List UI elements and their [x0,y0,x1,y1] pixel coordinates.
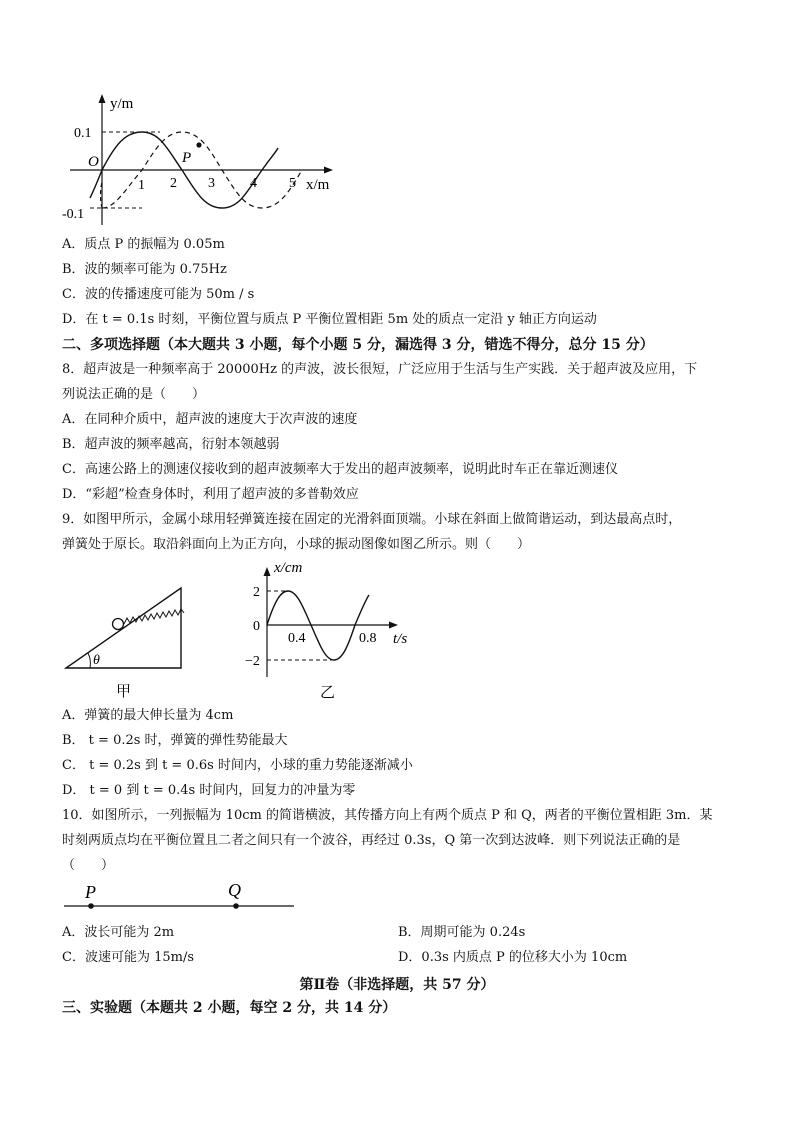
q8-option-a: A．在同种介质中，超声波的速度大于次声波的速度 [62,412,358,427]
q9-option-a: A．弹簧的最大伸长量为 4cm [62,708,234,723]
section3-heading: 三、实验题（本题共 2 小题，每空 2 分，共 14 分） [62,1000,397,1016]
graph-y-bottom-tick: −2 [245,654,260,669]
point-q-label: Q [228,880,241,900]
x-tick-5: 5 [289,176,296,191]
q9-stem-line1: 9．如图甲所示，金属小球用轻弹簧连接在固定的光滑斜面顶端。小球在斜面上做简谐运动，到达最高点时， [62,512,682,527]
q7-option-d: D．在 t = 0.1s 时刻，平衡位置与质点 P 平衡位置相距 5m 处的质点一定沿 y 轴正方向运动 [62,312,597,327]
graph-x-tick-2: 0.8 [359,631,377,646]
x-tick-3: 3 [208,176,215,191]
q9-option-d: D． t = 0 到 t = 0.4s 时间内，回复力的冲量为零 [62,783,356,798]
q10-option-a: A．波长可能为 2m [62,925,175,940]
q7-option-a: A．质点 P 的振幅为 0.05m [62,237,225,252]
incline-spring-figure [60,580,190,700]
q10-stem-line2: 时刻两质点均在平衡位置且二者之间只有一个波谷，再经过 0.3s，Q 第一次到达波峰．则下列说法正确的是 [62,833,681,848]
graph-y-axis-arrow [264,567,271,576]
point-p-label: P [182,150,192,166]
q9-option-c: C． t = 0.2s 到 t = 0.6s 时间内，小球的重力势能逐渐减小 [62,758,413,773]
q10-option-d: D．0.3s 内质点 P 的位移大小为 10cm [398,950,628,965]
theta-label: θ [93,653,100,668]
q8-option-b: B．超声波的频率越高，衍射本领越弱 [62,437,280,452]
point-p-marker [196,142,201,147]
y-tick-top: 0.1 [74,126,92,141]
q10-option-b: B．周期可能为 0.24s [398,925,526,940]
theta-arc [88,653,90,668]
q10-stem-line1: 10．如图所示，一列振幅为 10cm 的简谐横波，其传播方向上有两个质点 P 和 Q，两者的平衡位置相距 3m．某 [62,808,713,823]
x-axis-arrow [324,167,333,174]
y-axis-arrow [99,94,106,103]
q8-option-c: C．高速公路上的测速仪接收到的超声波频率大于发出的超声波频率，说明此时车正在靠近测速仪 [62,462,618,477]
graph-x-label: t/s [393,631,408,647]
point-p-label: P [85,882,96,902]
pq-line-figure [62,876,302,916]
x-tick-4: 4 [250,176,257,191]
q8-stem-line2: 列说法正确的是（ ） [62,387,206,402]
q8-option-d: D．“彩超”检查身体时，利用了超声波的多普勒效应 [62,487,359,502]
q7-option-b: B．波的频率可能为 0.75Hz [62,262,227,277]
graph-y-label: x/cm [274,560,303,576]
origin-label: O [88,154,99,170]
x-tick-2: 2 [170,176,177,191]
q8-stem-line1: 8．超声波是一种频率高于 20000Hz 的声波，波长很短，广泛应用于生活与生产实践．关于超声波及应用，下 [62,362,698,377]
graph-x-axis-arrow [389,622,398,629]
graph-origin: 0 [253,619,260,634]
point-q-dot [233,903,239,909]
point-p-dot [88,903,94,909]
x-tick-1: 1 [138,178,145,193]
metal-ball [113,619,124,630]
q9-option-b: B． t = 0.2s 时，弹簧的弹性势能最大 [62,733,288,748]
incline-triangle [66,588,181,668]
q7-option-c: C．波的传播速度可能为 50m / s [62,287,255,302]
figure-yi-caption: 乙 [320,685,336,701]
figure-jia-caption: 甲 [116,684,132,700]
y-tick-bottom: -0.1 [62,207,85,222]
section2-heading: 二、多项选择题（本大题共 3 小题，每个小题 5 分，漏选得 3 分，错选不得分，总分 15 分） [62,337,654,353]
q9-stem-line2: 弹簧处于原长。取沿斜面向上为正方向，小球的振动图像如图乙所示。则（ ） [62,537,531,552]
part2-heading: 第Ⅱ卷（非选择题，共 57 分） [299,977,495,993]
graph-y-top-tick: 2 [253,585,260,600]
graph-x-tick-1: 0.4 [288,631,306,646]
x-axis-label: x/m [306,177,330,193]
vibration-graph-figure [245,555,425,705]
q10-option-c: C．波速可能为 15m/s [62,950,194,965]
y-axis-label: y/m [110,96,134,112]
q10-stem-line3: （ ） [62,858,115,873]
wave-graph-figure [60,90,360,230]
